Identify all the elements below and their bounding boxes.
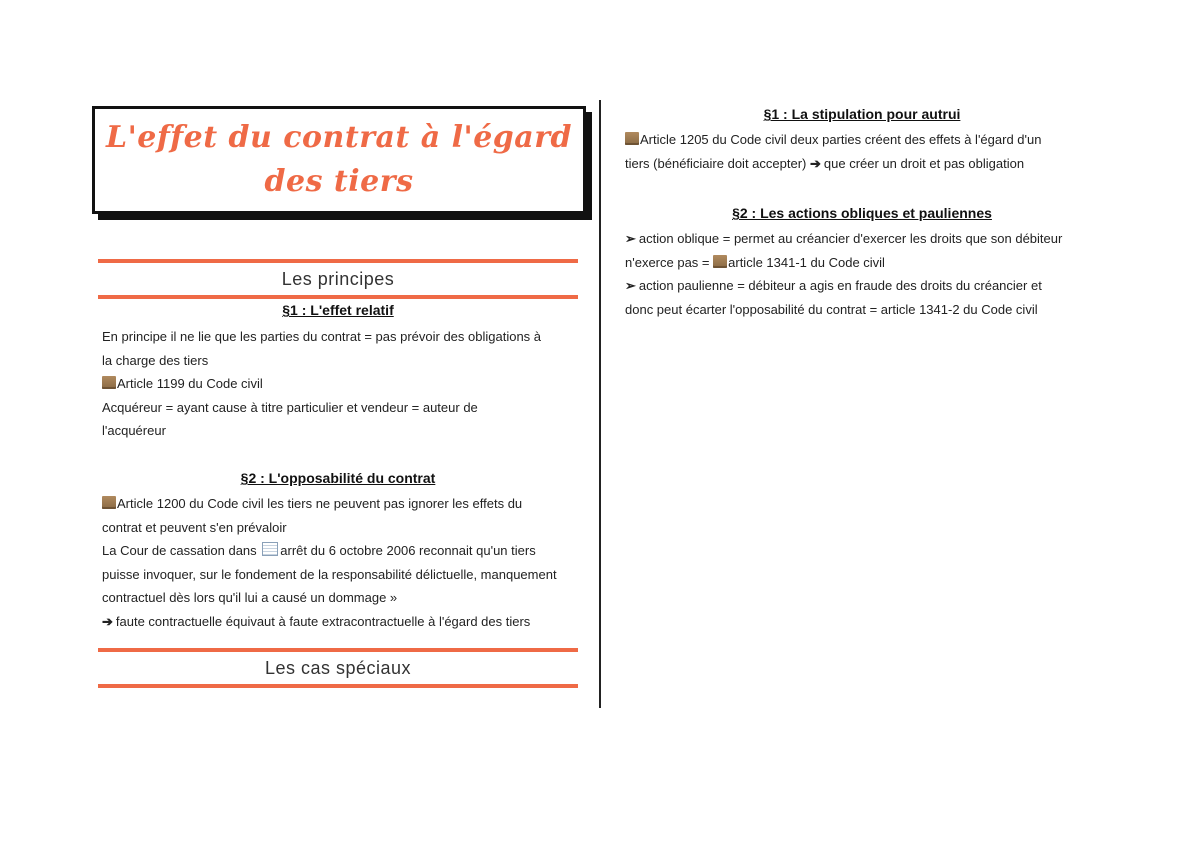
arrowhead-bullet-icon: ➢ <box>625 231 636 246</box>
text-line <box>102 610 557 634</box>
column-divider <box>599 100 601 708</box>
text-fragment: action oblique = permet au créancier d'exercer les droits que son débiteur <box>638 231 1063 246</box>
book-icon <box>713 255 727 268</box>
text-fragment: arrêt du 6 octobre 2006 reconnait qu'un tiers <box>280 543 536 558</box>
article-ref: Article 1205 du Code civil deux parties créent des effets à l'égard d'un <box>640 132 1042 147</box>
paragraph-effet-relatif <box>102 325 541 443</box>
text-line: la charge des tiers <box>102 352 209 368</box>
text-line <box>102 492 557 516</box>
text-fragment: que créer un droit et pas obligation <box>823 155 1025 171</box>
text-line: contractuel dès lors qu'il lui a causé un dommage » <box>102 590 398 605</box>
text-line: l'acquéreur <box>102 423 166 438</box>
text-fragment: n'exerce pas = <box>625 254 710 270</box>
title-box <box>92 106 586 214</box>
article-ref: article 1341-1 du Code civil <box>728 254 885 270</box>
book-icon <box>102 496 116 509</box>
document-icon <box>262 542 278 556</box>
text-line <box>625 274 1062 298</box>
article-ref: Article 1199 du Code civil <box>117 376 263 391</box>
text-fragment: La Cour de cassation dans <box>102 543 257 558</box>
text-line <box>625 152 1041 176</box>
text-line: donc peut écarter l'opposabilité du contrat = article 1341-2 du Code civil <box>625 301 1038 317</box>
book-icon <box>102 376 116 389</box>
text-line <box>102 539 557 563</box>
heading-opposabilite: §2 : L'opposabilité du contrat <box>240 470 436 486</box>
text-line <box>102 372 541 396</box>
section-band-label: Les principes <box>281 268 395 289</box>
text-fragment: faute contractuelle équivaut à faute extracontractuelle à l'égard des tiers <box>115 613 531 629</box>
text-fragment: tiers (bénéficiaire doit accepter) <box>625 155 807 171</box>
section-band-principes <box>98 259 578 299</box>
heading-stipulation: §1 : La stipulation pour autrui <box>763 106 961 122</box>
paragraph-stipulation <box>625 128 1041 175</box>
section-band-label: Les cas spéciaux <box>264 657 412 678</box>
paragraph-opposabilite <box>102 492 557 633</box>
arrow-right-icon: ➔ <box>102 613 113 629</box>
text-line: contrat et peuvent s'en prévaloir <box>102 519 287 535</box>
arrow-right-icon: ➔ <box>809 155 821 171</box>
text-line: En principe il ne lie que les parties du contrat = pas prévoir des obligations à <box>102 329 542 344</box>
text-line <box>625 251 1062 275</box>
section-band-cas-speciaux <box>98 648 578 688</box>
text-fragment: action paulienne = débiteur a agis en fraude des droits du créancier et <box>638 278 1042 293</box>
paragraph-actions <box>625 227 1062 321</box>
article-ref: Article 1200 du Code civil les tiers ne peuvent pas ignorer les effets du <box>117 496 523 511</box>
heading-actions: §2 : Les actions obliques et pauliennes <box>732 205 992 221</box>
text-line <box>625 227 1062 251</box>
text-line: puisse invoquer, sur le fondement de la responsabilité délictuelle, manquement <box>102 566 557 582</box>
arrowhead-bullet-icon: ➢ <box>625 278 636 293</box>
page-title: L'effet du contrat à l'égard des tiers <box>105 120 573 199</box>
text-line: Acquéreur = ayant cause à titre particulier et vendeur = auteur de <box>102 399 478 415</box>
text-line <box>625 128 1041 152</box>
heading-effet-relatif: §1 : L'effet relatif <box>282 302 394 318</box>
book-icon <box>625 132 639 145</box>
